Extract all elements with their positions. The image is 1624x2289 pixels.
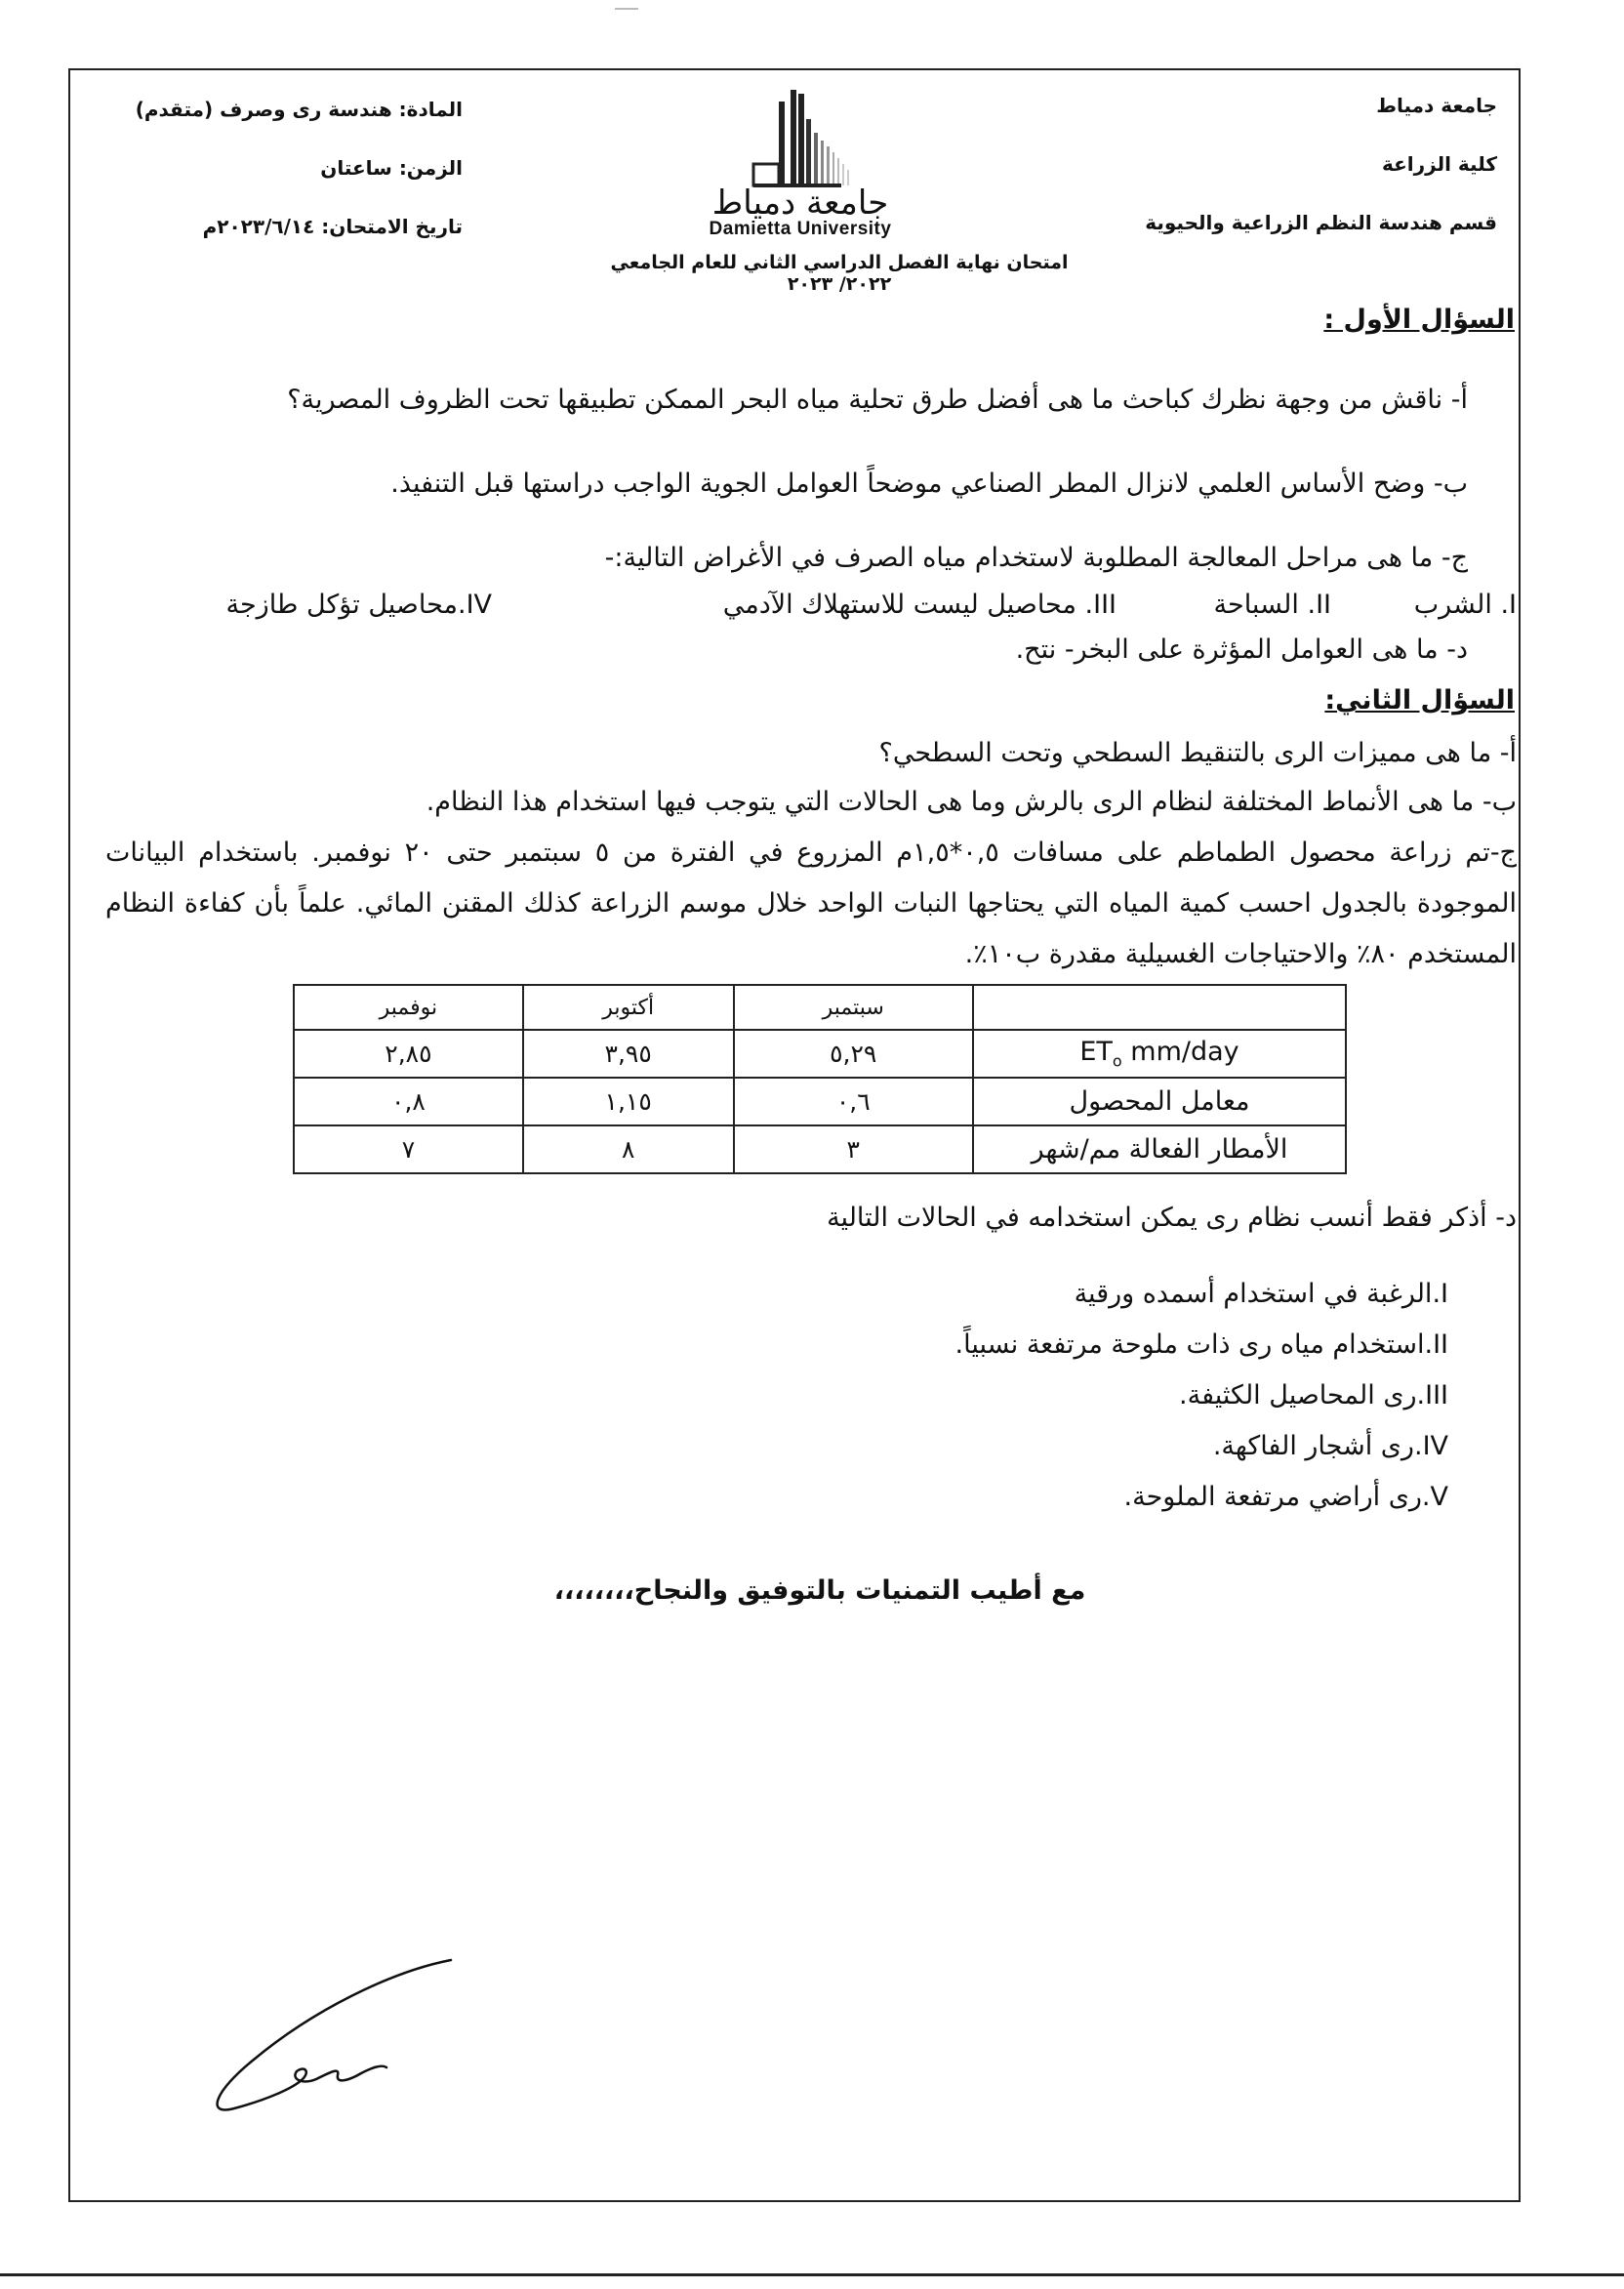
duration-label: الزمن: ساعتان — [320, 156, 463, 180]
use-item: II. السباحة — [1213, 590, 1331, 620]
table-cell: ٣ — [734, 1125, 974, 1173]
exam-date-label: تاريخ الامتحان: ٢٠٢٣/٦/١٤م — [202, 215, 463, 238]
closing-wishes: مع أطيب التمنيات بالتوفيق والنجاح،،،،،،،، — [553, 1575, 1086, 1606]
bottom-rule — [0, 2273, 1624, 2276]
q1-a: أ- ناقش من وجهة نظرك كباحث ما هى أفضل طرق تحلية مياه البحر الممكن تطبيقها تحت الظروف المصرية؟ — [287, 385, 1468, 415]
scan-mark — [615, 8, 638, 10]
table-row-label: معامل المحصول — [973, 1078, 1346, 1125]
et-data-table — [293, 984, 1347, 1174]
table-header-cell: أكتوبر — [523, 985, 734, 1030]
table-cell: ٥,٢٩ — [734, 1030, 974, 1078]
department-name: قسم هندسة النظم الزراعية والحيوية — [1145, 211, 1497, 234]
table-row — [294, 1030, 1346, 1078]
q2-heading: السؤال الثاني: — [1324, 685, 1515, 715]
table-cell: ٠,٨ — [294, 1078, 523, 1125]
q1-d: د- ما هى العوامل المؤثرة على البخر- نتح. — [1015, 634, 1468, 665]
university-name: جامعة دمياط — [1376, 94, 1497, 117]
q2-d-item: I.الرغبة في استخدام أسمده ورقية — [1074, 1279, 1448, 1309]
q1-b: ب- وضح الأساس العلمي لانزال المطر الصناعي موضحاً العوامل الجوية الواجب دراستها قبل التنفيذ. — [390, 469, 1468, 499]
q2-d: د- أذكر فقط أنسب نظام رى يمكن استخدامه في الحالات التالية — [827, 1203, 1517, 1233]
q2-a: أ- ما هى مميزات الرى بالتنقيط السطحي وتحت السطحي؟ — [878, 738, 1517, 768]
table-row-label: الأمطار الفعالة مم/شهر — [973, 1125, 1346, 1173]
q2-d-item: III.رى المحاصيل الكثيفة. — [1179, 1380, 1448, 1410]
exam-title: امتحان نهاية الفصل الدراسي الثاني للعام الجامعي ٢٠٢٢/ ٢٠٢٣ — [610, 252, 1069, 295]
use-item: IV.محاصيل تؤكل طازجة — [225, 590, 492, 620]
table-row — [294, 1078, 1346, 1125]
signature — [195, 1942, 488, 2128]
logo-english-text: Damietta University — [709, 219, 892, 239]
table-row-label: $ET_o$ mm/day — [973, 1030, 1346, 1078]
table-cell: ٨ — [523, 1125, 734, 1173]
table-row — [294, 1125, 1346, 1173]
q2-d-item: IV.رى أشجار الفاكهة. — [1212, 1431, 1448, 1461]
q2-c: ج-تم زراعة محصول الطماطم على مسافات ٠,٥*١,٥م المزروع في الفترة من ٥ سبتمبر حتى ٢٠ نوفمبر. باستخدام البيانات الموجودة بالجدول احسب كمية المياه التي يحتاجها النبات الواحد خلال موسم الزراعة كذلك المقنن المائي. علماً بأن كفاءة النظام المستخدم ٨٠٪ والاحتياجات الغسيلية مقدرة ب١٠٪. — [105, 838, 1517, 969]
table-header-cell — [973, 985, 1346, 1030]
q2-b: ب- ما هى الأنماط المختلفة لنظام الرى بالرش وما هى الحالات التي يتوجب فيها استخدام هذا النظام. — [426, 787, 1517, 817]
logo-arabic-text: جامعة دمياط — [711, 184, 889, 223]
q1-c: ج- ما هى مراحل المعالجة المطلوبة لاستخدام مياه الصرف في الأغراض التالية:- — [604, 543, 1468, 573]
table-cell: ٣,٩٥ — [523, 1030, 734, 1078]
use-item: III. محاصيل ليست للاستهلاك الآدمي — [722, 590, 1116, 620]
q2-d-item: II.استخدام مياه رى ذات ملوحة مرتفعة نسبياً. — [954, 1329, 1448, 1360]
table-header-row — [294, 985, 1346, 1030]
table-header-cell: سبتمبر — [734, 985, 974, 1030]
subject-label: المادة: هندسة رى وصرف (متقدم) — [135, 98, 463, 121]
table-header-cell: نوفمبر — [294, 985, 523, 1030]
q1-heading: السؤال الأول : — [1323, 305, 1515, 335]
use-item: I. الشرب — [1413, 590, 1517, 620]
table-cell: ١,١٥ — [523, 1078, 734, 1125]
table-cell: ٧ — [294, 1125, 523, 1173]
faculty-name: كلية الزراعة — [1381, 152, 1497, 176]
table-cell: ٢,٨٥ — [294, 1030, 523, 1078]
q2-d-item: V.رى أراضي مرتفعة الملوحة. — [1123, 1482, 1448, 1512]
q1-uses-row — [102, 590, 1517, 629]
table-cell: ٠,٦ — [734, 1078, 974, 1125]
